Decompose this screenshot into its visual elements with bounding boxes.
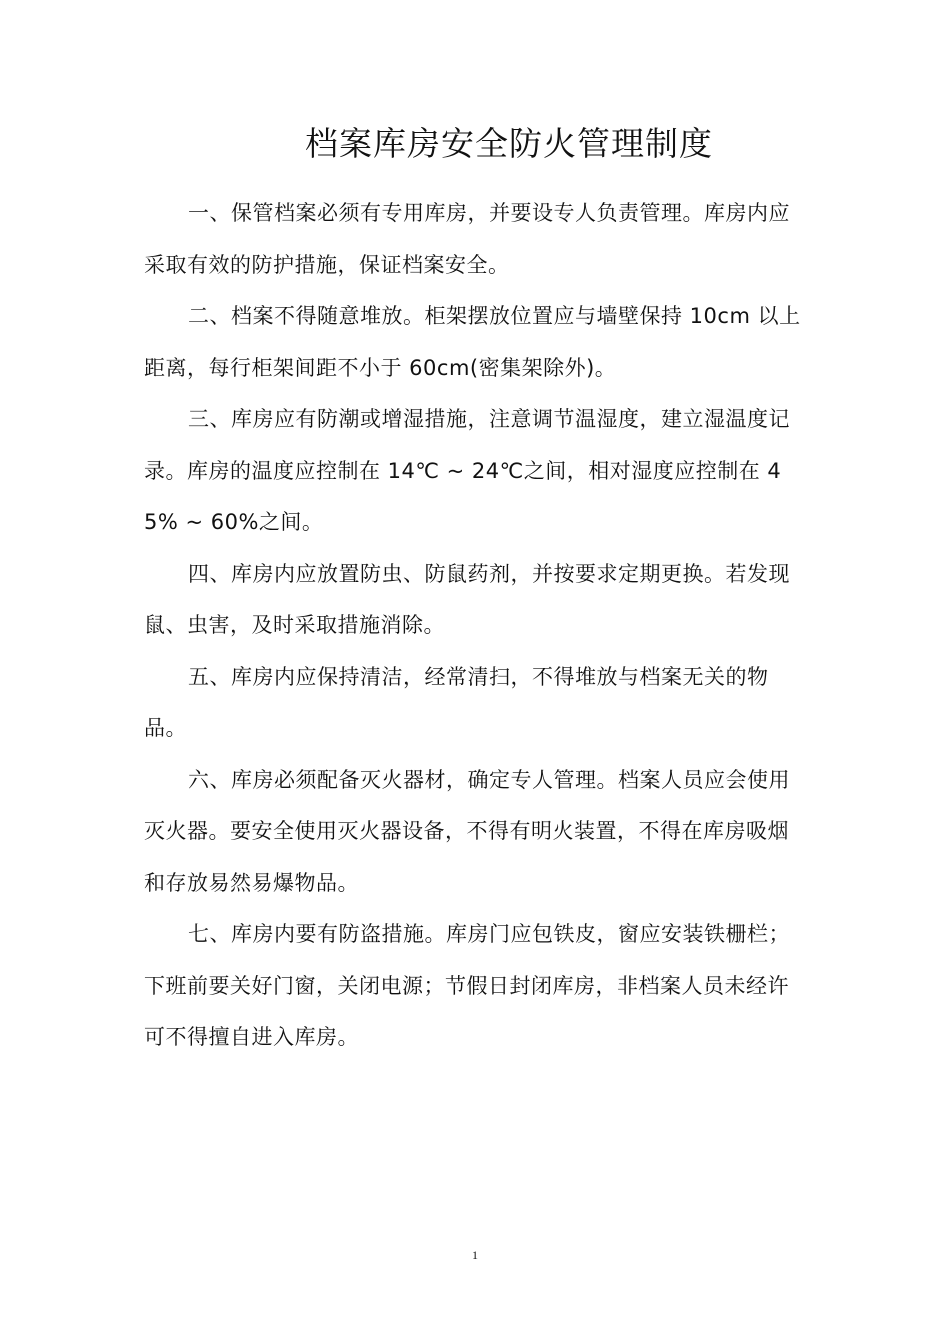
paragraph-1: 一、保管档案必须有专用库房，并要设专人负责管理。库房内应采取有效的防护措施，保证档案安全。 [144, 201, 790, 277]
paragraph-2: 二、档案不得随意堆放。柜架摆放位置应与墙壁保持 10cm 以上距离，每行柜架间距不小于 60cm(密集架除外)。 [144, 304, 801, 380]
document-title: 档案库房安全防火管理制度 [305, 124, 713, 163]
paragraph-7: 七、库房内要有防盗措施。库房门应包铁皮，窗应安装铁栅栏；下班前要关好门窗，关闭电源；节假日封闭库房，非档案人员未经许可不得擅自进入库房。 [144, 922, 790, 1049]
page-number: 1 [472, 1248, 478, 1262]
paragraph-5: 五、库房内应保持清洁，经常清扫，不得堆放与档案无关的物品。 [144, 664, 769, 740]
paragraph-6: 六、库房必须配备灭火器材，确定专人管理。档案人员应会使用灭火器。要安全使用灭火器设备，不得有明火装置，不得在库房吸烟和存放易然易爆物品。 [144, 767, 790, 895]
document-body [144, 188, 808, 1064]
paragraph-3: 三、库房应有防潮或增湿措施，注意调节温湿度，建立湿温度记录。库房的温度应控制在 14℃ ~ 24℃之间，相对湿度应控制在 45% ~ 60%之间。 [144, 407, 790, 534]
paragraph-4: 四、库房内应放置防虫、防鼠药剂，并按要求定期更换。若发现鼠、虫害，及时采取措施消除。 [144, 561, 790, 637]
